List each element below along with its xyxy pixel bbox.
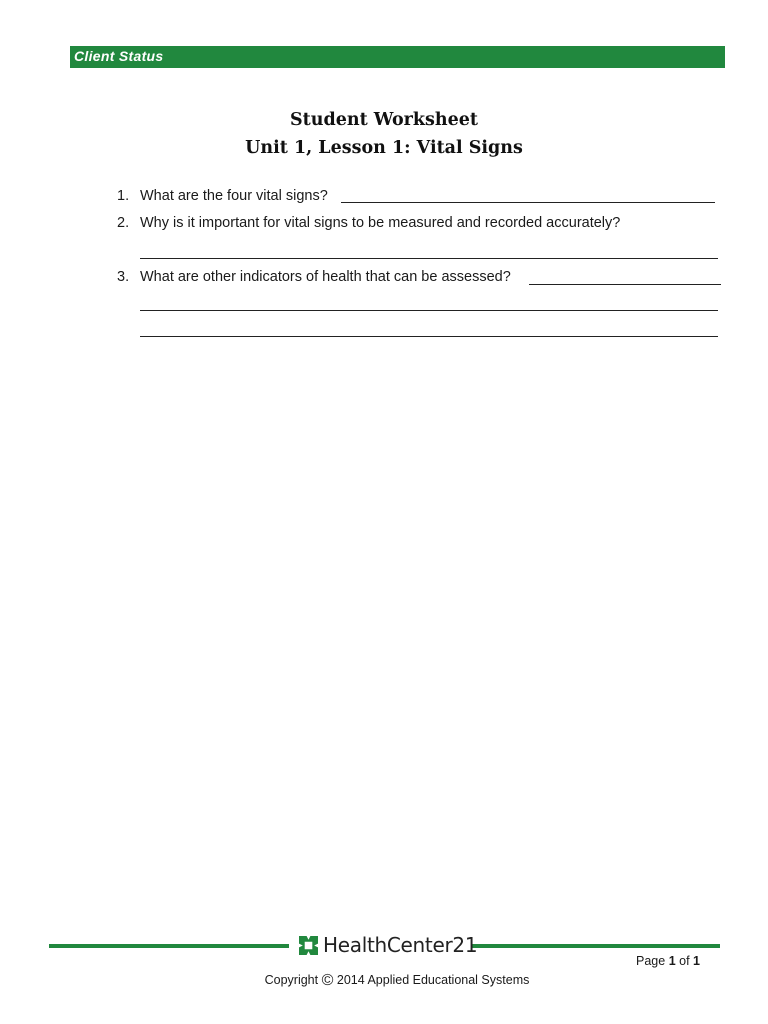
question-1-number: 1.	[117, 188, 130, 204]
page-number	[636, 954, 700, 968]
worksheet-title: Student Worksheet	[290, 110, 478, 130]
page-total: 1	[693, 954, 700, 968]
logo-text: HealthCenter21	[323, 933, 478, 957]
answer-line-2[interactable]	[140, 258, 718, 259]
copyright-text: 2014 Applied Educational Systems	[336, 973, 530, 987]
page-prefix: Page	[636, 954, 666, 968]
copyright-prefix: Copyright	[264, 973, 319, 987]
answer-line-3b[interactable]	[140, 310, 718, 311]
question-2-text: Why is it important for vital signs to be measured and recorded accurately?	[140, 215, 621, 231]
healthcenter21-logo	[299, 932, 477, 958]
question-3-number: 3.	[117, 269, 130, 285]
copyright-notice	[0, 972, 768, 990]
answer-line-3a[interactable]	[529, 284, 721, 285]
answer-line-1[interactable]	[341, 202, 715, 203]
answer-line-3c[interactable]	[140, 336, 718, 337]
healthcenter21-logo-icon	[299, 936, 318, 955]
page-of: of	[679, 954, 690, 968]
question-1-text: What are the four vital signs?	[140, 188, 328, 204]
footer-rule-right	[472, 944, 720, 948]
page-current: 1	[668, 954, 676, 968]
header-bar	[70, 46, 725, 68]
copyright-symbol: ©	[321, 972, 334, 989]
question-2-number: 2.	[117, 215, 130, 231]
question-3-text: What are other indicators of health that can be assessed?	[140, 269, 511, 285]
header-section-label: Client Status	[74, 48, 164, 64]
lesson-title: Unit 1, Lesson 1: Vital Signs	[245, 138, 523, 158]
footer-rule-left	[49, 944, 289, 948]
